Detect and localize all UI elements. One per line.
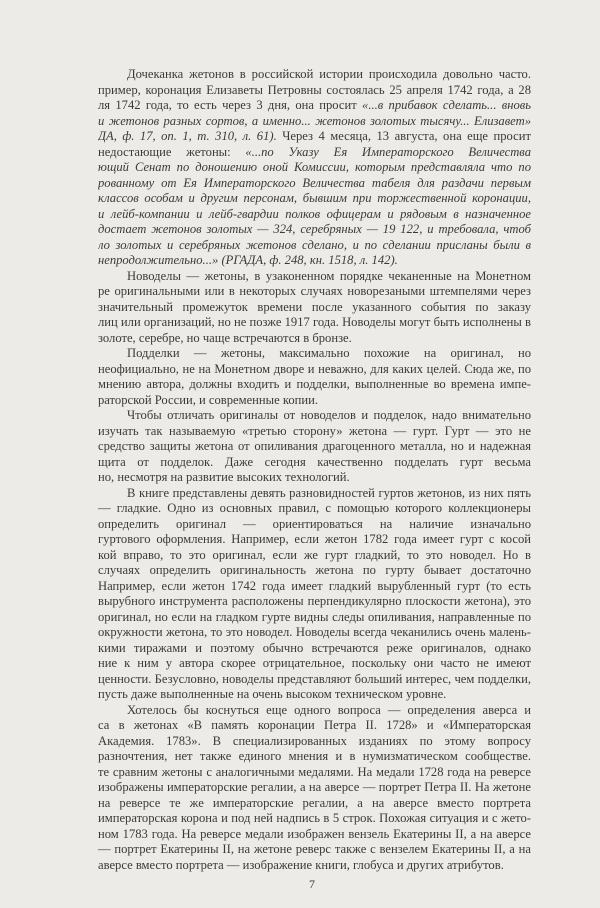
text-segment: изучать так называемую «третью сторону» жетона — гурт. Гурт — это не (98, 423, 531, 438)
text-line (98, 207, 531, 223)
text-segment: ля 1742 года, то есть через 3 дня, она просит (98, 98, 363, 112)
text-line (98, 176, 531, 192)
text-segment: ре оригинальными или в некоторых случаях новорезаными штемпелями через (98, 284, 531, 298)
text-line (98, 656, 531, 672)
text-segment: средство защиты жетона от опиливания драгоценного металла, но и надежная (98, 439, 531, 453)
text-segment: — гладкие. Одно из основных правил, с помощью которого коллекционеры (98, 501, 531, 515)
text-line (98, 610, 531, 626)
text-segment: но, несмотря на развитие высоких технологий. (98, 470, 350, 484)
text-segment: пример, коронация Елизаветы Петровны состоялась 25 апреля 1742 года, а 28 (98, 82, 531, 97)
quote-text: «...в прибавок сделать... вновь (362, 98, 531, 112)
text-line (98, 222, 531, 238)
text-segment: оригинал, но если на гладком гурте видны следы опиливания, направленные по (98, 609, 531, 624)
text-segment: кими тиражами и поэтому обычно встречаются реже оригиналов, однако (98, 640, 531, 655)
text-segment: вырубного инструмента расположены перпендикулярно плоскости жетона), это (98, 594, 531, 608)
quote-text: рованному от Ея Императорского Величества табеля для раздачи первым (98, 175, 531, 190)
text-line (98, 749, 531, 765)
text-segment: лиц или организаций, но не позже 1917 года. Новоделы могут быть исполнены в (98, 315, 531, 329)
text-segment: те сравним жетоны с аналогичными медалями. На медали 1728 года на реверсе (98, 764, 531, 779)
text-line (98, 455, 531, 471)
quote-text: непродолжительно...» (РГАДА, ф. 248, кн. 1518, л. 142). (98, 253, 398, 267)
text-segment: кой вправо, то это оригинал, если же гурт гладкий, то это новодел. Но в (98, 547, 531, 562)
text-line (98, 439, 531, 455)
text-segment: золоте, серебре, но чаще встречаются в бронзе. (98, 330, 352, 345)
text-segment: случаях определить оригинальность жетона по гурту бывает достаточно (98, 563, 531, 577)
text-line (98, 486, 531, 502)
text-line (98, 811, 531, 827)
text-line (98, 796, 531, 812)
text-segment: гуртового оформления. Например, если жетон 1782 года имеет гурт с косой (98, 532, 531, 546)
text-segment: определить оригинал — ориентироваться на наличие изначально (98, 516, 531, 531)
text-line (98, 548, 531, 564)
text-segment: Дочеканка жетонов в российской истории происходила довольно часто. (127, 67, 531, 81)
text-line (98, 594, 531, 610)
quote-text: ДА, ф. 17, оп. 1, т. 310, л. 61). (98, 129, 277, 143)
quote-text: и лейб-компании и лейб-гвардии полков офицерам и рядовым в назначенное (98, 206, 531, 221)
text-segment: Хотелось бы коснуться еще одного вопроса — определения аверса и (127, 702, 531, 717)
quote-text: ло золотых и серебряных жетонов сделано, и по сделании присланы были в (98, 237, 531, 252)
text-line (98, 641, 531, 657)
text-line (98, 83, 531, 99)
text-line (98, 284, 531, 300)
text-segment: мнению автора, должны входить и подделки, выполненные во времена импе- (98, 377, 531, 391)
paragraph (98, 269, 531, 347)
body-text (98, 67, 531, 873)
text-segment: разночтения, нет также единого мнения и в нумизматическом сообществе. (98, 749, 531, 763)
quote-text: классов особам и другим персонам, бывшим при торжественной коронации, (98, 191, 531, 205)
text-line (98, 765, 531, 781)
quote-text: ющий Сенат по доношению оной Комиссии, которым представляла что по (98, 160, 531, 174)
text-line (98, 67, 531, 83)
text-line (98, 501, 531, 517)
text-line (98, 780, 531, 796)
text-line (98, 129, 531, 145)
text-line (98, 625, 531, 641)
text-line (98, 269, 531, 285)
text-segment: пусть даже выполненные на очень высоком техническом уровне. (98, 687, 447, 701)
text-line (98, 827, 531, 843)
text-line (98, 300, 531, 316)
text-segment: значительный промежуток времени после указанного события по заказу (98, 299, 531, 314)
text-line (98, 98, 531, 114)
text-line (98, 393, 531, 409)
text-segment: щита от подделок. Даже сегодня качественно подделать гурт весьма (98, 454, 531, 469)
text-line (98, 315, 531, 331)
paragraph (98, 703, 531, 874)
text-segment: — портрет Екатерины II, на жетоне реверс также с вензелем Екатерины II, а на (98, 842, 531, 856)
text-line (98, 145, 531, 161)
page-number: 7 (309, 877, 315, 891)
text-segment: ценности. Безусловно, новоделы представляют больший интерес, чем подделки, (98, 671, 531, 686)
text-line (98, 672, 531, 688)
text-line (98, 718, 531, 734)
text-segment: окружности жетона, то это новодел. Новоделы всегда чеканились очень малень- (98, 625, 531, 639)
text-line (98, 470, 531, 486)
text-segment: недостающие жетоны: (98, 144, 246, 159)
text-segment: императорская корона и под ней надпись в 5 строк. Похожая ситуация и с жето- (98, 811, 531, 825)
text-line (98, 734, 531, 750)
text-line (98, 424, 531, 440)
text-segment: ние к ним у автора скорее отрицательное, поскольку они часто не имеют (98, 656, 531, 670)
text-segment: Например, если жетон 1742 года имеет гладкий вырубленный гурт (то есть (98, 578, 531, 593)
paragraph (98, 408, 531, 486)
text-segment: ном 1783 года. На реверсе медали изображен вензель Екатерины II, а на аверсе (98, 826, 531, 841)
paragraph (98, 67, 531, 269)
text-line (98, 160, 531, 176)
text-segment: В книге представлены девять разновидностей гуртов жетонов, из них пять (127, 485, 531, 500)
text-line (98, 858, 531, 874)
text-segment: Академия. 1783». В специализированных изданиях по этому вопросу (98, 733, 531, 748)
text-line (98, 114, 531, 130)
paragraph (98, 486, 531, 703)
quote-text: достает жетонов золотых — 324, серебряных — 19 122, и требовала, чтоб (98, 222, 531, 236)
text-segment: Новоделы — жетоны, в узаконенном порядке чеканенные на Монетном (127, 268, 531, 283)
text-line (98, 687, 531, 703)
paragraph (98, 346, 531, 408)
text-line (98, 238, 531, 254)
text-segment: раторской России, и современные копии. (98, 392, 318, 407)
text-line (98, 253, 531, 269)
text-line (98, 579, 531, 595)
text-line (98, 842, 531, 858)
text-line (98, 532, 531, 548)
text-segment: на реверсе те же императорские регалии, а на аверсе вместо портрета (98, 795, 531, 810)
text-line (98, 362, 531, 378)
text-segment: аверсе вместо портрета — изображение книги, глобуса и других атрибутов. (98, 857, 504, 872)
text-segment: Подделки — жетоны, максимально похожие на оригинал, но (127, 346, 531, 360)
text-line (98, 331, 531, 347)
text-segment: Через 4 месяца, 13 августа, она еще просит (282, 129, 531, 143)
text-line (98, 517, 531, 533)
quote-text: «...по Указу Ея Императорского Величества (245, 144, 531, 159)
text-line (98, 563, 531, 579)
quote-text: и жетонов разных сортов, а именно... жетонов золотых тысячу... Елизавет» (98, 113, 531, 128)
text-segment: неофициально, не на Монетном дворе и неважно, для каких целей. Сюда же, по (98, 361, 531, 376)
text-line (98, 346, 531, 362)
text-line (98, 703, 531, 719)
text-line (98, 191, 531, 207)
text-line (98, 377, 531, 393)
text-segment: изображены императорские регалии, а на аверсе — портрет Петра II. На жетоне (98, 780, 531, 794)
text-segment: са в жетонах «В память коронации Петра II. 1728» и «Императорская (98, 718, 531, 732)
text-line (98, 408, 531, 424)
text-segment: Чтобы отличать оригиналы от новоделов и подделок, надо внимательно (127, 408, 531, 422)
